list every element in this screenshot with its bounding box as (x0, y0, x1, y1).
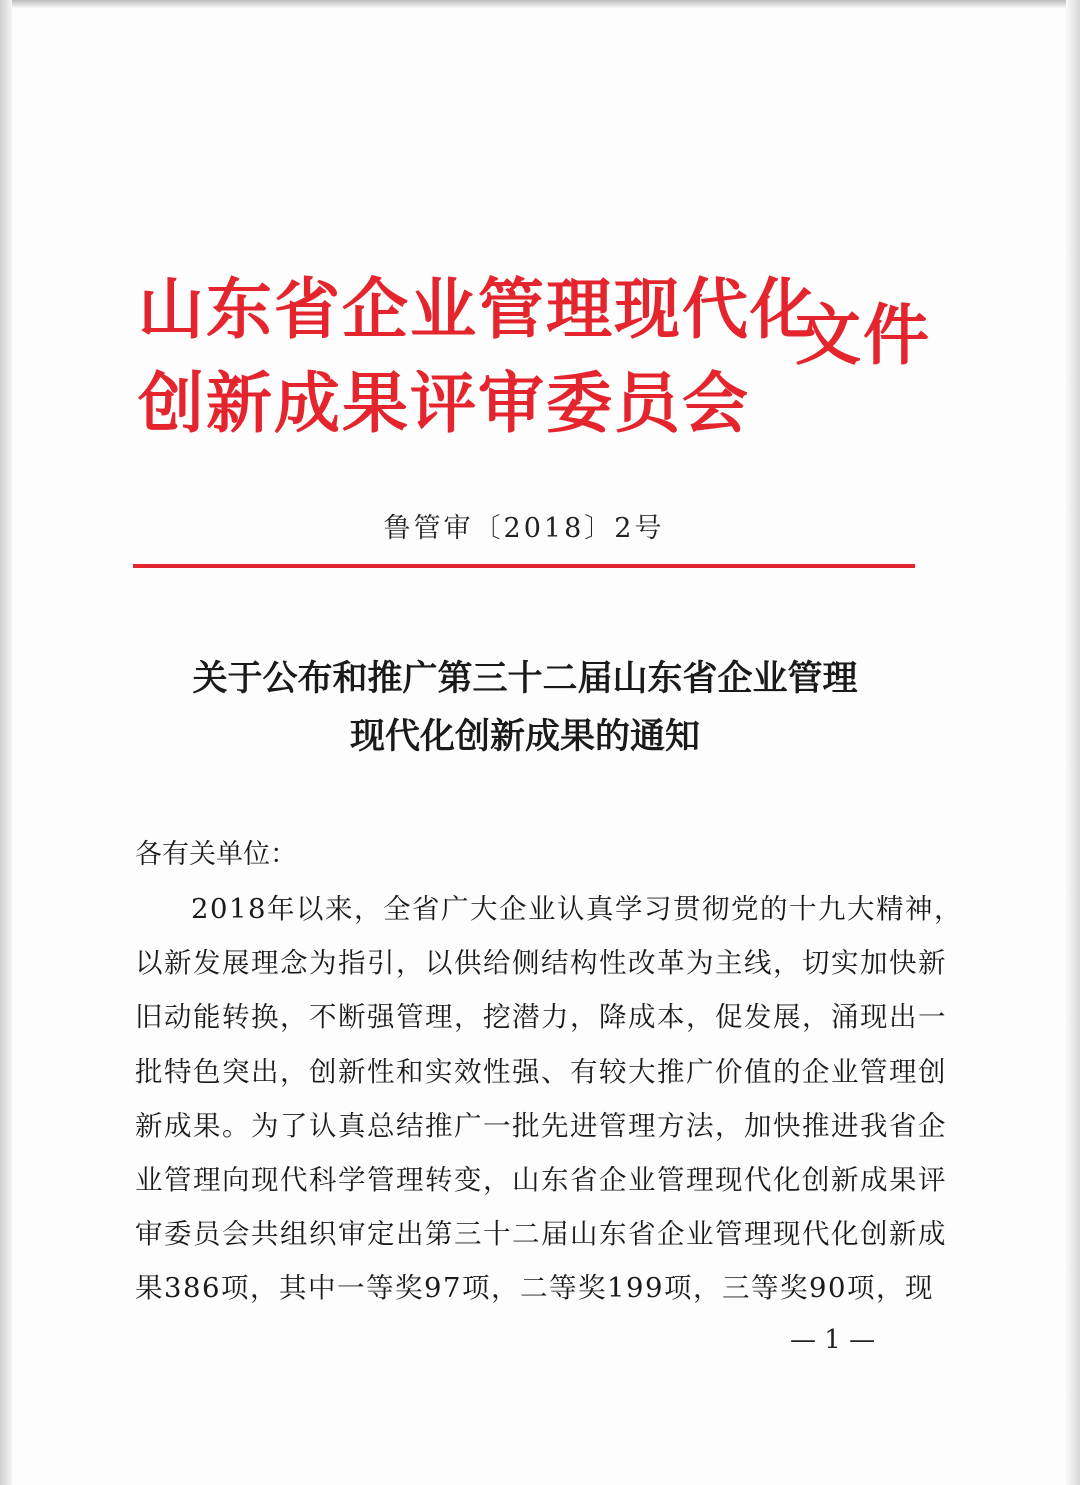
body-line: 批特色突出，创新性和实效性强、有较大推广价值的企业管理创 (135, 1055, 947, 1088)
salutation: 各有关单位： (135, 839, 297, 870)
notice-title-line-1: 关于公布和推广第三十二届山东省企业管理 (192, 659, 858, 699)
body-line: 新成果。为了认真总结推广一批先进管理方法，加快推进我省企 (135, 1109, 947, 1142)
document-number: 鲁管审〔2018〕2号 (383, 513, 665, 544)
issuer-line-1: 山东省企业管理现代化 (138, 270, 818, 348)
scan-edge-left (0, 0, 12, 1485)
body-line: 2018年以来，全省广大企业认真学习贯彻党的十九大精神， (191, 893, 963, 925)
red-divider (133, 564, 915, 568)
page-number: — 1 — (790, 1325, 876, 1355)
notice-title (130, 650, 920, 766)
body-line: 审委员会共组织审定出第三十二届山东省企业管理现代化创新成 (135, 1218, 947, 1251)
issuer-header (138, 262, 818, 450)
body-line: 以新发展理念为指引，以供给侧结构性改革为主线，切实加快新 (135, 947, 947, 980)
scan-edge-right (1066, 0, 1080, 1485)
notice-title-line-2: 现代化创新成果的通知 (349, 717, 700, 757)
body-paragraph (135, 882, 963, 1316)
body-line: 果386项，其中一等奖97项，二等奖199项，三等奖90项，现 (135, 1272, 934, 1305)
scan-edge-top (0, 0, 1080, 8)
body-line: 业管理向现代科学管理转变，山东省企业管理现代化创新成果评 (135, 1164, 947, 1197)
body-line: 旧动能转换，不断强管理，挖潜力，降成本，促发展，涌现出一 (135, 1001, 947, 1034)
issuer-line-2: 创新成果评审委员会 (138, 364, 750, 442)
document-type-label: 文件 (795, 296, 931, 374)
